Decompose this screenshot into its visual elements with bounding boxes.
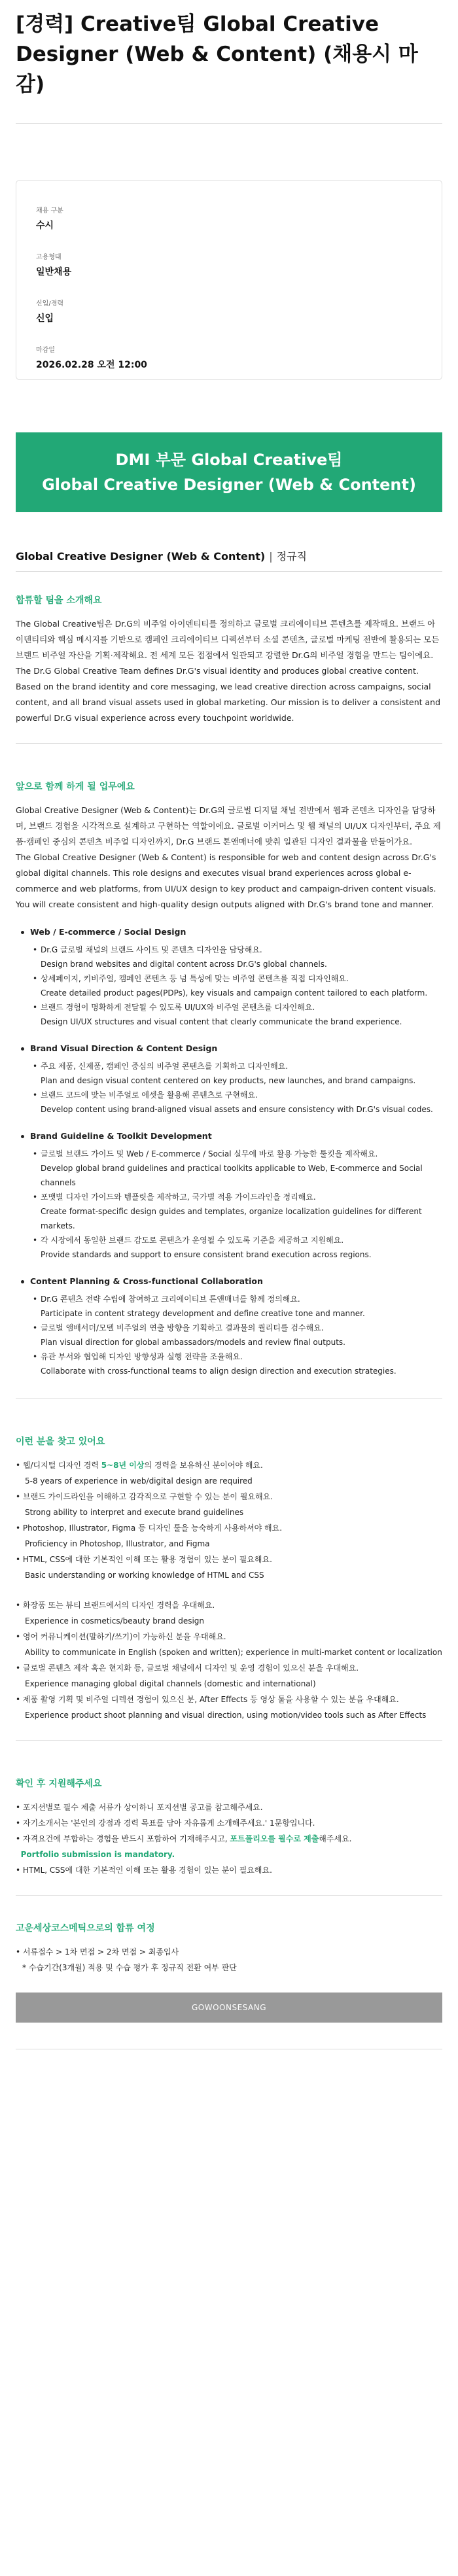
required-text: Photoshop, Illustrator, Figma 등 디자인 툴을 능숙하게 사용하셔야 해요. bbox=[22, 1523, 283, 1533]
job-title: Global Creative Designer (Web & Content) bbox=[16, 550, 266, 563]
required-item-en: 5-8 years of experience in web/digital design are required bbox=[25, 1476, 253, 1486]
banner-line-1: DMI 부문 Global Creative팀 bbox=[115, 451, 343, 469]
duty-groups bbox=[16, 924, 442, 1378]
company-button[interactable]: GOWOONSESANG bbox=[16, 1993, 442, 2023]
preferred-item-en: Experience product shoot planning and visual direction, using motion/video tools such as After Effects bbox=[25, 1711, 427, 1720]
duty-list bbox=[16, 1147, 442, 1262]
required-item-en: Basic understanding or working knowledge of HTML and CSS bbox=[25, 1571, 264, 1580]
note-text: • 자기소개서는 '본인의 강점과 경력 목표를 담아 자유롭게 소개해주세요.' 1문항입니다. bbox=[16, 1819, 315, 1828]
job-heading bbox=[16, 549, 442, 565]
preferred-list bbox=[16, 1597, 442, 1723]
job-heading-divider bbox=[16, 571, 442, 572]
duty-item-en: Develop content using brand-aligned visual assets and ensure consistency with Dr.G's visual codes. bbox=[41, 1105, 433, 1114]
note-text-post: 해주세요. bbox=[319, 1834, 352, 1843]
duty-item-ko: • 주요 제품, 신제품, 캠페인 중심의 비주얼 콘텐츠를 기획하고 디자인해요. bbox=[41, 1062, 289, 1071]
duty-item bbox=[41, 971, 442, 1000]
required-item-ko bbox=[16, 1492, 273, 1501]
duty-item bbox=[41, 1147, 442, 1190]
duty-item-ko: • 브랜드 경험이 명확하게 전달될 수 있도록 UI/UX와 비주얼 콘텐츠를 디자인해요. bbox=[41, 1003, 315, 1012]
notes-heading: 확인 후 지원해주세요 bbox=[16, 1779, 102, 1789]
required-item bbox=[16, 1520, 442, 1552]
process-section bbox=[16, 1922, 442, 1976]
info-item bbox=[36, 253, 422, 278]
duty-group-title: Content Planning & Cross-functional Collaboration bbox=[16, 1274, 442, 1289]
duty-item-ko: • 유관 부서와 협업해 디자인 방향성과 실행 전략을 조율해요. bbox=[41, 1352, 243, 1361]
preferred-item-ko: • 영어 커뮤니케이션(말하기/쓰기)이 가능하신 분을 우대해요. bbox=[16, 1632, 226, 1641]
duty-group-title: Brand Guideline & Toolkit Development bbox=[16, 1128, 442, 1144]
requirements-section bbox=[16, 1435, 442, 1723]
page-title: [경력] Creative팀 Global Creative Designer (Web & Content) (채용시 마감) bbox=[16, 12, 418, 96]
section-divider bbox=[16, 1398, 442, 1399]
duty-list bbox=[16, 943, 442, 1029]
required-item-en: Proficiency in Photoshop, Illustrator, and Figma bbox=[25, 1539, 210, 1548]
duty-item-ko: • Dr.G 글로벌 채널의 브랜드 사이트 및 콘텐츠 디자인을 담당해요. bbox=[41, 945, 262, 954]
preferred-item-ko: • 화장품 또는 뷰티 브랜드에서의 디자인 경력을 우대해요. bbox=[16, 1601, 215, 1610]
duty-item bbox=[41, 1349, 442, 1378]
required-item-en: Strong ability to interpret and execute brand guidelines bbox=[25, 1508, 244, 1517]
duty-group-title: Web / E-commerce / Social Design bbox=[16, 924, 442, 940]
info-value: 2026.02.28 오전 12:00 bbox=[36, 360, 147, 370]
duty-list bbox=[16, 1292, 442, 1378]
info-item bbox=[36, 300, 422, 324]
duty-item-en: Provide standards and support to ensure consistent brand execution across regions. bbox=[41, 1250, 372, 1259]
duty-item-en: Plan and design visual content centered on key products, new launches, and brand campaigns. bbox=[41, 1076, 416, 1085]
required-highlight: 5~8년 이상 bbox=[101, 1461, 145, 1470]
duty-item-ko: • 글로벌 앰배서더/모델 비주얼의 연출 방향을 기획하고 결과물의 퀄리티를 검수해요. bbox=[41, 1323, 324, 1332]
required-item-ko bbox=[16, 1555, 272, 1564]
job-separator: | bbox=[269, 550, 273, 563]
duty-item-ko: • 글로벌 브랜드 가이드 및 Web / E-commerce / Social 실무에 바로 활용 가능한 툴킷을 제작해요. bbox=[41, 1149, 378, 1158]
info-value: 일반채용 bbox=[36, 267, 72, 277]
duty-item-en: Design UI/UX structures and visual content that clearly communicate the brand experience. bbox=[41, 1017, 402, 1026]
info-item bbox=[36, 346, 422, 371]
team-intro-heading: 합류할 팀을 소개해요 bbox=[16, 595, 102, 606]
note-item bbox=[16, 1815, 442, 1831]
notes-section bbox=[16, 1777, 442, 1878]
info-value: 신입 bbox=[36, 313, 54, 324]
duty-item-en: Design brand websites and digital content across Dr.G's global channels. bbox=[41, 960, 327, 969]
employment-type: 정규직 bbox=[276, 550, 308, 563]
duty-item bbox=[41, 1321, 442, 1349]
duty-item-en: Participate in content strategy development and define creative tone and manner. bbox=[41, 1309, 365, 1318]
info-label: 고용형태 bbox=[36, 254, 62, 261]
duty-item-ko: • 브랜드 코드에 맞는 비주얼로 에셋을 활용해 콘텐츠로 구현해요. bbox=[41, 1090, 258, 1100]
duty-list bbox=[16, 1059, 442, 1117]
duty-item-ko: • Dr.G 콘텐츠 전략 수립에 참여하고 크리에이티브 톤앤매너를 함께 정의해요. bbox=[41, 1295, 300, 1304]
duty-item-en: Create format-specific design guides and templates, organize localization guidelines for different markets. bbox=[41, 1207, 422, 1230]
duty-item bbox=[41, 1190, 442, 1233]
duty-item bbox=[41, 1000, 442, 1029]
note-item bbox=[16, 1831, 442, 1847]
duty-item-ko: • 상세페이지, 키비주얼, 캠페인 콘텐츠 등 넘 특성에 맞는 비주얼 콘텐츠를 직접 디자인해요. bbox=[41, 974, 349, 983]
duties-en: The Global Creative Designer (Web & Content) is responsible for web and content design across Dr.G's global digital channels. This role designs and executes visual brand experiences across global e-commerce and web platforms, from UI/UX design to key product and campaign-driven content visuals. You will create consistent and high-quality design outputs aligned with Dr.G's brand tone and manner. bbox=[16, 852, 436, 909]
required-item bbox=[16, 1489, 442, 1520]
notes-list bbox=[16, 1800, 442, 1878]
note-text: • HTML, CSS에 대한 기본적인 이해 또는 활용 경험이 있는 분이 필요해요. bbox=[16, 1866, 272, 1875]
duty-group-title: Brand Visual Direction & Content Design bbox=[16, 1041, 442, 1056]
duty-item-en: Create detailed product pages(PDPs), key visuals and campaign content tailored to each platform. bbox=[41, 988, 428, 998]
duties-ko: Global Creative Designer (Web & Content)는 Dr.G의 글로벌 디지털 채널 전반에서 웹과 콘텐츠 디자인을 담당하며, 브랜드 경험을 시각적으로 설계하고 구현하는 역할이에요. 글로벌 이커머스 및 웹 채널의 UI/UX 디자인부터, 주요 제품·캠페인 중심의 콘텐츠 비주얼 디자인까지, Dr.G 브랜드 톤앤매너에 맞춰 일관된 디자인 결과물을 만들어가요. bbox=[16, 805, 441, 846]
duty-item-en: Plan visual direction for global ambassadors/models and review final outputs. bbox=[41, 1338, 345, 1347]
required-text: 웹/디지털 디자인 경력 bbox=[22, 1461, 101, 1470]
preferred-item bbox=[16, 1660, 442, 1692]
note-highlight: 포트폴리오를 필수로 제출 bbox=[230, 1834, 319, 1843]
duty-item bbox=[41, 1292, 442, 1321]
preferred-item-en: Experience in cosmetics/beauty brand design bbox=[25, 1616, 205, 1626]
process-heading: 고운세상코스메틱으로의 합류 여정 bbox=[16, 1923, 155, 1934]
preferred-item-ko: • 제품 촬영 기획 및 비주얼 디렉션 경험이 있으신 분, After Effects 등 영상 툴을 사용할 수 있는 분을 우대해요. bbox=[16, 1695, 399, 1704]
banner-line-2: Global Creative Designer (Web & Content) bbox=[42, 476, 416, 494]
duty-item bbox=[41, 943, 442, 971]
section-divider bbox=[16, 1895, 442, 1896]
job-banner bbox=[16, 432, 442, 512]
preferred-item bbox=[16, 1692, 442, 1723]
note-item bbox=[16, 1847, 442, 1862]
note-text: • 포지션별로 필수 제출 서류가 상이하니 포지션별 공고를 참고해주세요. bbox=[16, 1803, 263, 1812]
section-divider bbox=[16, 1740, 442, 1741]
requirements-heading: 이런 분을 찾고 있어요 bbox=[16, 1436, 105, 1447]
duties-heading: 앞으로 함께 하게 될 업무에요 bbox=[16, 782, 135, 792]
team-intro-en: The Dr.G Global Creative Team defines Dr.G's visual identity and produces global creative content. Based on the brand identity and core messaging, we lead creative direction across campaigns, social content, and all brand visual assets used in global marketing. Our mission is to deliver a consistent and powerful Dr.G visual experience across every touchpoint worldwide. bbox=[16, 666, 441, 723]
duty-item-ko: • 각 시장에서 동일한 브랜드 감도로 콘텐츠가 운영될 수 있도록 기준을 제공하고 지원해요. bbox=[41, 1236, 344, 1245]
required-item bbox=[16, 1457, 442, 1489]
note-item bbox=[16, 1862, 442, 1878]
required-item-ko bbox=[16, 1461, 263, 1470]
duties-section bbox=[16, 780, 442, 1378]
team-intro-ko: The Global Creative팀은 Dr.G의 비주얼 아이덴티티를 정의하고 글로벌 크리에이티브 콘텐츠를 제작해요. 브랜드 아이덴티티와 핵심 메시지를 기반으로 캠페인 크리에이티브 디렉션부터 소셜 콘텐츠, 글로벌 마케팅 전반에 활용되는 모든 브랜드 비주얼 자산을 기획·제작해요. 전 세계 모든 접점에서 일관되고 강렬한 Dr.G의 비주얼 경험을 만드는 팀이에요. bbox=[16, 619, 440, 660]
title-divider bbox=[16, 123, 442, 124]
job-info-card bbox=[16, 180, 442, 380]
preferred-item-en: Experience managing global digital channels (domestic and international) bbox=[25, 1679, 316, 1688]
info-label: 마감일 bbox=[36, 347, 55, 354]
required-list bbox=[16, 1457, 442, 1583]
required-text: 브랜드 가이드라인을 이해하고 감각적으로 구현할 수 있는 분이 필요해요. bbox=[22, 1492, 273, 1501]
note-bullet-spacer bbox=[16, 1850, 21, 1859]
info-value: 수시 bbox=[36, 220, 54, 231]
info-item bbox=[36, 207, 422, 232]
duty-item-en: Develop global brand guidelines and practical toolkits applicable to Web, E-commerce and Social channels bbox=[41, 1164, 423, 1187]
duty-item-ko: • 포맷별 디자인 가이드와 템플릿을 제작하고, 국가별 적용 가이드라인을 정리해요. bbox=[41, 1192, 316, 1202]
process-steps: • 서류접수 > 1차 면접 > 2차 면접 > 최종입사 bbox=[16, 1944, 442, 1960]
duty-item-en: Collaborate with cross-functional teams to align design direction and execution strategies. bbox=[41, 1366, 396, 1376]
team-intro-section bbox=[16, 594, 442, 726]
preferred-item bbox=[16, 1597, 442, 1629]
process-note: * 수습기간(3개월) 적용 및 수습 평가 후 정규직 전환 여부 판단 bbox=[22, 1963, 237, 1972]
duty-item bbox=[41, 1088, 442, 1117]
info-label: 신입/경력 bbox=[36, 300, 64, 307]
preferred-item-en: Ability to communicate in English (spoken and written); experience in multi-market content or localization bbox=[25, 1648, 442, 1657]
note-highlight: Portfolio submission is mandatory. bbox=[20, 1850, 175, 1859]
note-item bbox=[16, 1800, 442, 1815]
required-text: HTML, CSS에 대한 기본적인 이해 또는 활용 경험이 있는 분이 필요해요. bbox=[22, 1555, 272, 1564]
preferred-item-ko: • 글로벌 콘텐츠 제작 혹은 현지화 등, 글로벌 채널에서 디자인 및 운영 경험이 있으신 분을 우대해요. bbox=[16, 1663, 359, 1673]
section-divider bbox=[16, 743, 442, 744]
required-text-post: 의 경력을 보유하신 분이어야 해요. bbox=[144, 1461, 263, 1470]
preferred-item bbox=[16, 1629, 442, 1660]
note-text: • 자격요건에 부합하는 경험을 반드시 포함하여 기재해주시고, bbox=[16, 1834, 230, 1843]
info-label: 채용 구분 bbox=[36, 207, 63, 215]
duty-item bbox=[41, 1059, 442, 1088]
required-item bbox=[16, 1552, 442, 1583]
required-item-ko bbox=[16, 1523, 282, 1533]
duty-item bbox=[41, 1233, 442, 1262]
